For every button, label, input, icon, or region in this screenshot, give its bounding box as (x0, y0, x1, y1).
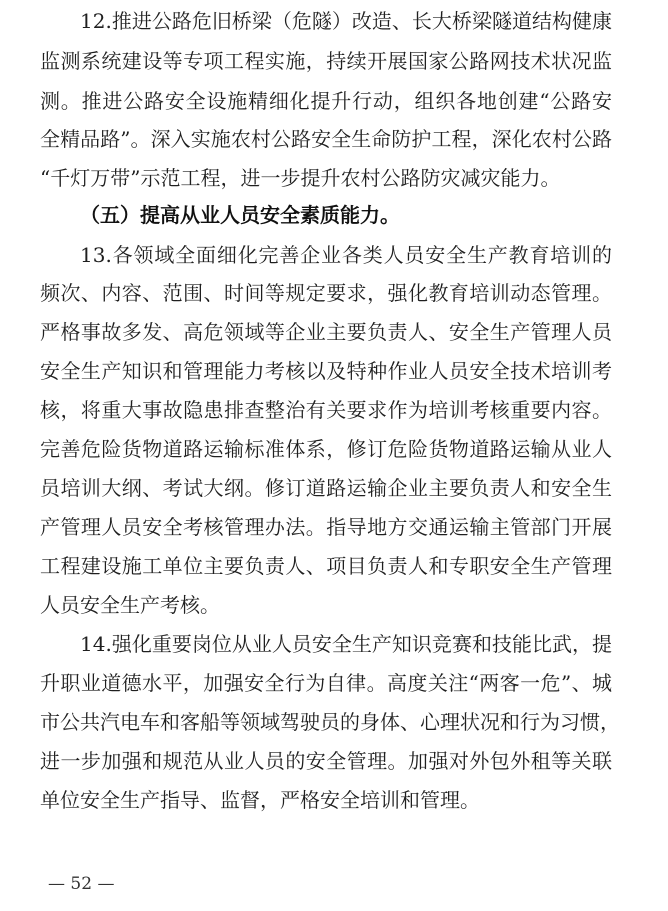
item13-line-1: 13.各领域全面细化完善企业各类人员安全生产教育培训的 (80, 243, 612, 267)
item12-line-4: 全精品路”。深入实施农村公路安全生命防护工程，深化农村公路 (40, 127, 612, 151)
item13-line-5: 核，将重大事故隐患排查整治有关要求作为培训考核重要内容。 (40, 398, 612, 422)
item13-line-4: 安全生产知识和管理能力考核以及特种作业人员安全技术培训考 (40, 359, 612, 383)
page-number: — 52 — (48, 874, 115, 894)
item14-line-4: 进一步加强和规范从业人员的安全管理。加强对外包外租等关联 (40, 749, 612, 773)
item13-line-2: 频次、内容、范围、时间等规定要求，强化教育培训动态管理。 (40, 281, 612, 305)
item13-line-7: 员培训大纲、考试大纲。修订道路运输企业主要负责人和安全生 (40, 476, 612, 500)
item12-line-5: “千灯万带”示范工程，进一步提升农村公路防灾减灾能力。 (40, 166, 561, 190)
item13-line-8: 产管理人员安全考核管理办法。指导地方交通运输主管部门开展 (40, 515, 612, 539)
item12-line-2: 监测系统建设等专项工程实施，持续开展国家公路网技术状况监 (40, 49, 612, 73)
item12-line-3: 测。推进公路安全设施精细化提升行动，组织各地创建“公路安 (40, 89, 612, 113)
item14-line-1: 14.强化重要岗位从业人员安全生产知识竞赛和技能比武，提 (80, 632, 612, 656)
section-heading: （五）提高从业人员安全素质能力。 (80, 203, 400, 227)
item14-line-3: 市公共汽电车和客船等领域驾驶员的身体、心理状况和行为习惯， (40, 710, 620, 734)
item14-line-5: 单位安全生产指导、监督，严格安全培训和管理。 (40, 788, 480, 812)
item12-line-1: 12.推进公路危旧桥梁（危隧）改造、长大桥梁隧道结构健康 (80, 9, 612, 33)
item13-line-9: 工程建设施工单位主要负责人、项目负责人和专职安全生产管理 (40, 554, 612, 578)
item14-line-2: 升职业道德水平，加强安全行为自律。高度关注“两客一危”、城 (40, 671, 612, 695)
item13-line-10: 人员安全生产考核。 (40, 593, 220, 617)
item13-line-3: 严格事故多发、高危领域等企业主要负责人、安全生产管理人员 (40, 320, 612, 344)
item13-line-6: 完善危险货物道路运输标准体系，修订危险货物道路运输从业人 (40, 437, 612, 461)
